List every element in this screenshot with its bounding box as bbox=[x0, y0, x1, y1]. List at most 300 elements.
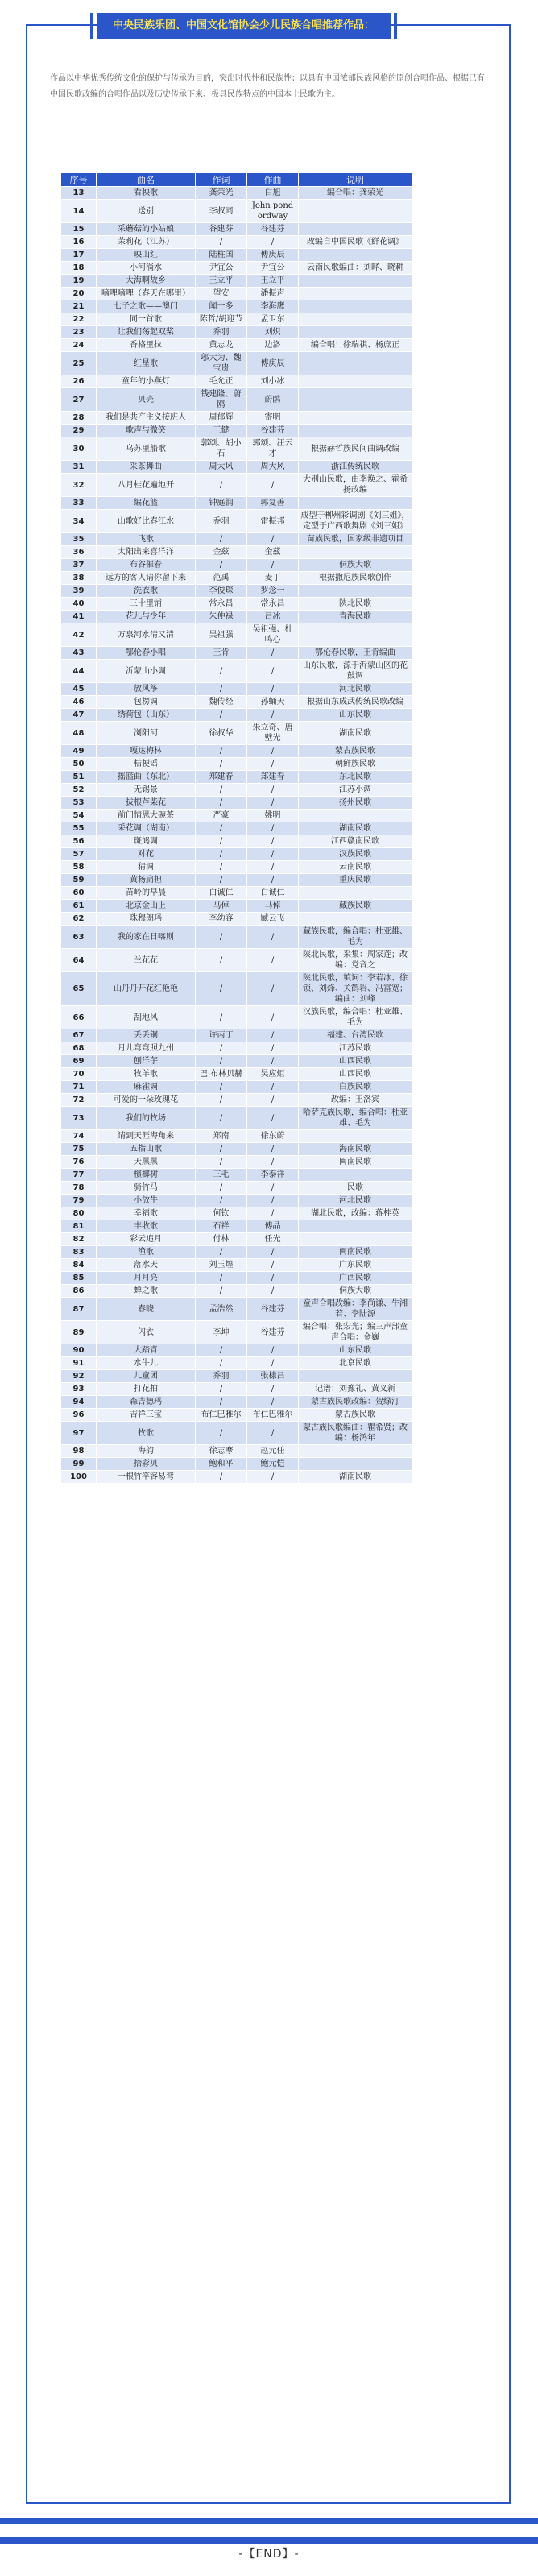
cell-index: 55 bbox=[61, 822, 97, 835]
cell-notes bbox=[299, 313, 412, 326]
cell-lyricist: / bbox=[196, 784, 247, 797]
table-row bbox=[61, 559, 412, 572]
cell-lyricist: 毛允正 bbox=[196, 375, 247, 388]
table-row bbox=[61, 1220, 412, 1233]
cell-title: 我们是共产主义接班人 bbox=[97, 412, 196, 425]
cell-lyricist: 朱仲禄 bbox=[196, 611, 247, 623]
cell-composer: 吴应炬 bbox=[247, 1068, 299, 1081]
table-row bbox=[61, 1233, 412, 1246]
cell-index: 39 bbox=[61, 585, 97, 598]
cell-title: 海韵 bbox=[97, 1445, 196, 1458]
table-row bbox=[61, 1321, 412, 1344]
table-row bbox=[61, 874, 412, 887]
table-row bbox=[61, 887, 412, 900]
cell-index: 100 bbox=[61, 1471, 97, 1484]
cell-composer: / bbox=[247, 972, 299, 1006]
cell-title: 嘎达梅林 bbox=[97, 745, 196, 758]
cell-composer: / bbox=[247, 1471, 299, 1484]
cell-lyricist: 谷建芬 bbox=[196, 223, 247, 236]
cell-notes bbox=[299, 913, 412, 926]
table-row bbox=[61, 1445, 412, 1458]
cell-notes bbox=[299, 810, 412, 822]
cell-title: 布谷催春 bbox=[97, 559, 196, 572]
table-row bbox=[61, 461, 412, 474]
table-row bbox=[61, 972, 412, 1006]
cell-composer: / bbox=[247, 1042, 299, 1055]
cell-title: 浏阳河 bbox=[97, 722, 196, 745]
cell-lyricist: / bbox=[196, 1396, 247, 1409]
cell-index: 89 bbox=[61, 1321, 97, 1344]
cell-notes bbox=[299, 1233, 412, 1246]
table-row bbox=[61, 339, 412, 352]
cell-title: 八月桂花遍地开 bbox=[97, 474, 196, 497]
header-lyricist: 作词 bbox=[196, 173, 247, 187]
cell-title: 红星歌 bbox=[97, 352, 196, 375]
cell-title: 春晓 bbox=[97, 1298, 196, 1321]
cell-composer: / bbox=[247, 709, 299, 722]
cell-index: 64 bbox=[61, 949, 97, 972]
cell-lyricist: / bbox=[196, 972, 247, 1006]
table-row bbox=[61, 835, 412, 848]
table-row bbox=[61, 1006, 412, 1029]
cell-title: 刮地风 bbox=[97, 1006, 196, 1029]
cell-composer: / bbox=[247, 1055, 299, 1068]
cell-notes: 藏族民歌，编合唱：杜亚雄、毛为 bbox=[299, 926, 412, 949]
cell-lyricist: / bbox=[196, 1107, 247, 1130]
cell-title: 猜调 bbox=[97, 861, 196, 874]
cell-title: 对花 bbox=[97, 848, 196, 861]
cell-composer: 傅庚辰 bbox=[247, 352, 299, 375]
cell-notes bbox=[299, 352, 412, 375]
cell-composer: / bbox=[247, 949, 299, 972]
cell-notes bbox=[299, 1458, 412, 1471]
cell-composer: 傅庚辰 bbox=[247, 249, 299, 262]
cell-lyricist: / bbox=[196, 533, 247, 546]
cell-index: 90 bbox=[61, 1344, 97, 1357]
cell-title: 绣荷包（山东） bbox=[97, 709, 196, 722]
cell-lyricist: 钟庭润 bbox=[196, 497, 247, 510]
cell-notes: 扬州民歌 bbox=[299, 797, 412, 810]
cell-index: 93 bbox=[61, 1383, 97, 1396]
cell-index: 23 bbox=[61, 326, 97, 339]
cell-notes: 湖北民歌，改编：蒋桂英 bbox=[299, 1207, 412, 1220]
cell-index: 30 bbox=[61, 437, 97, 461]
cell-composer: 赵元任 bbox=[247, 1445, 299, 1458]
cell-composer: 罗念一 bbox=[247, 585, 299, 598]
cell-composer: 潘振声 bbox=[247, 288, 299, 300]
cell-lyricist: 陆柱国 bbox=[196, 249, 247, 262]
cell-lyricist: 常永昌 bbox=[196, 598, 247, 611]
cell-title: 送别 bbox=[97, 200, 196, 223]
cell-index: 40 bbox=[61, 598, 97, 611]
song-table bbox=[60, 172, 412, 1484]
cell-title: 看秧歌 bbox=[97, 187, 196, 200]
cell-composer: / bbox=[247, 683, 299, 696]
cell-notes: 哈萨克族民歌，编合唱：杜亚雄、毛为 bbox=[299, 1107, 412, 1130]
cell-composer: 刘小冰 bbox=[247, 375, 299, 388]
table-row bbox=[61, 810, 412, 822]
cell-title: 三十里铺 bbox=[97, 598, 196, 611]
cell-composer: 白诚仁 bbox=[247, 887, 299, 900]
cell-lyricist: / bbox=[196, 236, 247, 249]
cell-title: 桔梗谣 bbox=[97, 758, 196, 771]
cell-title: 骑竹马 bbox=[97, 1182, 196, 1195]
cell-title: 我们的牧场 bbox=[97, 1107, 196, 1130]
cell-notes bbox=[299, 412, 412, 425]
cell-index: 74 bbox=[61, 1130, 97, 1143]
cell-lyricist: / bbox=[196, 1006, 247, 1029]
cell-composer: 鲍元恺 bbox=[247, 1458, 299, 1471]
cell-index: 16 bbox=[61, 236, 97, 249]
table-row bbox=[61, 572, 412, 585]
cell-index: 31 bbox=[61, 461, 97, 474]
cell-notes: 北京民歌 bbox=[299, 1357, 412, 1370]
cell-composer: 周大风 bbox=[247, 461, 299, 474]
table-row bbox=[61, 1458, 412, 1471]
cell-notes: 山东民歌 bbox=[299, 709, 412, 722]
table-row bbox=[61, 1107, 412, 1130]
cell-lyricist: 徐叔华 bbox=[196, 722, 247, 745]
table-row bbox=[61, 611, 412, 623]
table-row bbox=[61, 722, 412, 745]
cell-notes bbox=[299, 375, 412, 388]
cell-notes bbox=[299, 275, 412, 288]
table-row bbox=[61, 1143, 412, 1156]
cell-title: 丢丢铜 bbox=[97, 1029, 196, 1042]
cell-notes: 江西赣南民歌 bbox=[299, 835, 412, 848]
cell-lyricist: 王立平 bbox=[196, 275, 247, 288]
cell-notes: 陕北民歌 bbox=[299, 598, 412, 611]
cell-composer: 郭复善 bbox=[247, 497, 299, 510]
cell-lyricist: / bbox=[196, 559, 247, 572]
cell-lyricist: / bbox=[196, 822, 247, 835]
cell-lyricist: 闻一多 bbox=[196, 300, 247, 313]
cell-lyricist: / bbox=[196, 683, 247, 696]
cell-title: 歌声与微笑 bbox=[97, 425, 196, 437]
cell-title: 前门情思大碗茶 bbox=[97, 810, 196, 822]
cell-notes: 根据山东成武传统民歌改编 bbox=[299, 696, 412, 709]
cell-title: 蝉之歌 bbox=[97, 1285, 196, 1298]
table-row bbox=[61, 1195, 412, 1207]
cell-composer: / bbox=[247, 1357, 299, 1370]
table-row bbox=[61, 1396, 412, 1409]
table-row bbox=[61, 1259, 412, 1272]
cell-lyricist: 王肯 bbox=[196, 647, 247, 660]
cell-index: 33 bbox=[61, 497, 97, 510]
cell-index: 27 bbox=[61, 388, 97, 412]
cell-title: 麻雀调 bbox=[97, 1081, 196, 1094]
cell-notes: 山西民歌 bbox=[299, 1068, 412, 1081]
cell-notes: 编合唱：龚荣光 bbox=[299, 187, 412, 200]
table-row bbox=[61, 1042, 412, 1055]
cell-composer: / bbox=[247, 1156, 299, 1169]
cell-index: 70 bbox=[61, 1068, 97, 1081]
cell-title: 五指山歌 bbox=[97, 1143, 196, 1156]
cell-title: 同一首歌 bbox=[97, 313, 196, 326]
cell-lyricist: 乔羽 bbox=[196, 326, 247, 339]
cell-title: 丰收歌 bbox=[97, 1220, 196, 1233]
cell-lyricist: 马倬 bbox=[196, 900, 247, 913]
cell-composer: 谷建芬 bbox=[247, 223, 299, 236]
cell-title: 水牛儿 bbox=[97, 1357, 196, 1370]
cell-notes: 蒙古族民歌编曲：瞿希贤；改编：杨鸿年 bbox=[299, 1422, 412, 1445]
cell-lyricist: / bbox=[196, 474, 247, 497]
table-row bbox=[61, 262, 412, 275]
cell-index: 50 bbox=[61, 758, 97, 771]
table-row bbox=[61, 1357, 412, 1370]
cell-notes: 鄂伦春民歌，王肯编曲 bbox=[299, 647, 412, 660]
cell-composer: / bbox=[247, 1143, 299, 1156]
cell-title: 兰花花 bbox=[97, 949, 196, 972]
cell-lyricist: / bbox=[196, 1094, 247, 1107]
cell-title: 森吉德玛 bbox=[97, 1396, 196, 1409]
cell-lyricist: 周郁辉 bbox=[196, 412, 247, 425]
cell-notes: 苗族民歌，国家级非遗项目 bbox=[299, 533, 412, 546]
cell-title: 贝壳 bbox=[97, 388, 196, 412]
cell-index: 94 bbox=[61, 1396, 97, 1409]
cell-composer: 谷建芬 bbox=[247, 425, 299, 437]
cell-composer: 李泰祥 bbox=[247, 1169, 299, 1182]
cell-lyricist: 乔羽 bbox=[196, 1370, 247, 1383]
cell-notes: 湖南民歌 bbox=[299, 722, 412, 745]
cell-index: 82 bbox=[61, 1233, 97, 1246]
cell-composer: / bbox=[247, 1006, 299, 1029]
cell-notes bbox=[299, 223, 412, 236]
cell-lyricist: 黄志龙 bbox=[196, 339, 247, 352]
cell-title: 太阳出来喜洋洋 bbox=[97, 546, 196, 559]
cell-notes bbox=[299, 585, 412, 598]
cell-title: 让我们荡起双桨 bbox=[97, 326, 196, 339]
table-row bbox=[61, 388, 412, 412]
cell-title: 渔歌 bbox=[97, 1246, 196, 1259]
cell-title: 放风筝 bbox=[97, 683, 196, 696]
cell-composer: 徐东蔚 bbox=[247, 1130, 299, 1143]
cell-title: 牧羊歌 bbox=[97, 1068, 196, 1081]
cell-composer: / bbox=[247, 758, 299, 771]
cell-notes: 根据赫哲族民间曲调改编 bbox=[299, 437, 412, 461]
cell-index: 61 bbox=[61, 900, 97, 913]
cell-notes: 海南民歌 bbox=[299, 1143, 412, 1156]
cell-index: 68 bbox=[61, 1042, 97, 1055]
cell-notes: 根据撒尼族民歌创作 bbox=[299, 572, 412, 585]
cell-index: 91 bbox=[61, 1357, 97, 1370]
cell-index: 18 bbox=[61, 262, 97, 275]
cell-composer: John pond ordway bbox=[247, 200, 299, 223]
cell-notes bbox=[299, 200, 412, 223]
table-row bbox=[61, 797, 412, 810]
cell-composer: 边洛 bbox=[247, 339, 299, 352]
cell-notes: 陕北民歌，采集：周家莲；改编：党音之 bbox=[299, 949, 412, 972]
table-row bbox=[61, 1370, 412, 1383]
cell-lyricist: 吴祖强 bbox=[196, 623, 247, 647]
cell-composer: 吕冰 bbox=[247, 611, 299, 623]
table-row bbox=[61, 1130, 412, 1143]
cell-notes: 湖南民歌 bbox=[299, 1471, 412, 1484]
cell-title: 请到天涯海角来 bbox=[97, 1130, 196, 1143]
cell-index: 25 bbox=[61, 352, 97, 375]
cell-index: 36 bbox=[61, 546, 97, 559]
cell-lyricist: 李幼容 bbox=[196, 913, 247, 926]
table-row bbox=[61, 288, 412, 300]
cell-index: 45 bbox=[61, 683, 97, 696]
table-row bbox=[61, 1169, 412, 1182]
cell-index: 41 bbox=[61, 611, 97, 623]
cell-lyricist: / bbox=[196, 660, 247, 683]
header-index: 序号 bbox=[61, 173, 97, 187]
cell-index: 15 bbox=[61, 223, 97, 236]
cell-index: 29 bbox=[61, 425, 97, 437]
table-row bbox=[61, 326, 412, 339]
cell-composer: / bbox=[247, 784, 299, 797]
cell-notes: 侗族大歌 bbox=[299, 1285, 412, 1298]
cell-title: 天黑黑 bbox=[97, 1156, 196, 1169]
cell-title: 香格里拉 bbox=[97, 339, 196, 352]
song-table-wrapper bbox=[60, 172, 412, 1484]
cell-index: 35 bbox=[61, 533, 97, 546]
cell-notes: 江苏小调 bbox=[299, 784, 412, 797]
cell-index: 21 bbox=[61, 300, 97, 313]
cell-notes: 青海民歌 bbox=[299, 611, 412, 623]
table-row bbox=[61, 1068, 412, 1081]
cell-lyricist: / bbox=[196, 1042, 247, 1055]
cell-lyricist: / bbox=[196, 835, 247, 848]
cell-lyricist: 郭颂、胡小石 bbox=[196, 437, 247, 461]
cell-title: 小放牛 bbox=[97, 1195, 196, 1207]
cell-lyricist: / bbox=[196, 1246, 247, 1259]
cell-notes: 山东民歌 bbox=[299, 1344, 412, 1357]
cell-lyricist: 何钦 bbox=[196, 1207, 247, 1220]
cell-notes bbox=[299, 388, 412, 412]
cell-composer: 雷振邦 bbox=[247, 510, 299, 533]
cell-index: 32 bbox=[61, 474, 97, 497]
cell-lyricist: 望安 bbox=[196, 288, 247, 300]
cell-title: 摇篮曲（东北） bbox=[97, 771, 196, 784]
cell-composer: / bbox=[247, 1422, 299, 1445]
table-row bbox=[61, 585, 412, 598]
cell-lyricist: / bbox=[196, 1156, 247, 1169]
cell-notes: 云南民歌编曲：刘晔、晓耕 bbox=[299, 262, 412, 275]
cell-notes: 闽南民歌 bbox=[299, 1156, 412, 1169]
cell-title: 茉莉花（江苏） bbox=[97, 236, 196, 249]
cell-index: 73 bbox=[61, 1107, 97, 1130]
cell-index: 72 bbox=[61, 1094, 97, 1107]
cell-composer: 白旭 bbox=[247, 187, 299, 200]
cell-lyricist: / bbox=[196, 926, 247, 949]
cell-title: 月月亮 bbox=[97, 1272, 196, 1285]
table-row bbox=[61, 848, 412, 861]
cell-composer: 蔚鸥 bbox=[247, 388, 299, 412]
table-row bbox=[61, 660, 412, 683]
cell-notes bbox=[299, 1220, 412, 1233]
table-row bbox=[61, 696, 412, 709]
table-row bbox=[61, 1383, 412, 1396]
table-row bbox=[61, 709, 412, 722]
cell-composer: / bbox=[247, 647, 299, 660]
cell-title: 采蘑菇的小姑娘 bbox=[97, 223, 196, 236]
cell-notes: 汉族民歌，编合唱：杜亚雄、毛为 bbox=[299, 1006, 412, 1029]
cell-notes: 民歌 bbox=[299, 1182, 412, 1195]
cell-composer: 李海鹰 bbox=[247, 300, 299, 313]
table-row bbox=[61, 1246, 412, 1259]
cell-title: 吉祥三宝 bbox=[97, 1409, 196, 1422]
table-row bbox=[61, 1156, 412, 1169]
cell-notes: 山东民歌，源于沂蒙山区的花鼓调 bbox=[299, 660, 412, 683]
cell-lyricist: 鲍和平 bbox=[196, 1458, 247, 1471]
cell-notes: 浙江传统民歌 bbox=[299, 461, 412, 474]
cell-index: 54 bbox=[61, 810, 97, 822]
table-row bbox=[61, 474, 412, 497]
cell-composer: / bbox=[247, 822, 299, 835]
cell-lyricist: / bbox=[196, 1383, 247, 1396]
cell-notes: 记谱：刘豫礼、黄义新 bbox=[299, 1383, 412, 1396]
table-row bbox=[61, 1182, 412, 1195]
table-row bbox=[61, 1285, 412, 1298]
cell-composer: 臧云飞 bbox=[247, 913, 299, 926]
table-row bbox=[61, 510, 412, 533]
footer-bar-top bbox=[0, 2518, 538, 2524]
cell-composer: / bbox=[247, 1207, 299, 1220]
table-row bbox=[61, 375, 412, 388]
cell-notes bbox=[299, 300, 412, 313]
cell-notes: 童声合唱改编：李尚谦、牛湘若、李陆源 bbox=[299, 1298, 412, 1321]
cell-title: 牧歌 bbox=[97, 1422, 196, 1445]
table-row bbox=[61, 1055, 412, 1068]
cell-lyricist: / bbox=[196, 1195, 247, 1207]
cell-index: 37 bbox=[61, 559, 97, 572]
table-row bbox=[61, 949, 412, 972]
cell-index: 20 bbox=[61, 288, 97, 300]
cell-composer: / bbox=[247, 835, 299, 848]
cell-composer: 张棣昌 bbox=[247, 1370, 299, 1383]
cell-composer: / bbox=[247, 1107, 299, 1130]
cell-index: 96 bbox=[61, 1409, 97, 1422]
cell-index: 44 bbox=[61, 660, 97, 683]
cell-composer: 孟卫东 bbox=[247, 313, 299, 326]
cell-index: 71 bbox=[61, 1081, 97, 1094]
table-row bbox=[61, 313, 412, 326]
cell-index: 24 bbox=[61, 339, 97, 352]
table-row bbox=[61, 1029, 412, 1042]
cell-lyricist: 乔羽 bbox=[196, 510, 247, 533]
table-row bbox=[61, 598, 412, 611]
cell-composer: / bbox=[247, 861, 299, 874]
table-row bbox=[61, 187, 412, 200]
table-row bbox=[61, 497, 412, 510]
cell-lyricist: / bbox=[196, 745, 247, 758]
cell-index: 26 bbox=[61, 375, 97, 388]
cell-title: 洗衣歌 bbox=[97, 585, 196, 598]
cell-index: 14 bbox=[61, 200, 97, 223]
cell-index: 49 bbox=[61, 745, 97, 758]
cell-notes: 山西民歌 bbox=[299, 1055, 412, 1068]
cell-lyricist: 范禹 bbox=[196, 572, 247, 585]
cell-index: 99 bbox=[61, 1458, 97, 1471]
cell-notes: 广西民歌 bbox=[299, 1272, 412, 1285]
cell-lyricist: / bbox=[196, 949, 247, 972]
cell-lyricist: 严豪 bbox=[196, 810, 247, 822]
cell-title: 山丹丹开花红艳艳 bbox=[97, 972, 196, 1006]
cell-title: 北京金山上 bbox=[97, 900, 196, 913]
cell-index: 53 bbox=[61, 797, 97, 810]
cell-composer: / bbox=[247, 926, 299, 949]
cell-lyricist: / bbox=[196, 1344, 247, 1357]
cell-title: 打花拍 bbox=[97, 1383, 196, 1396]
cell-notes: 白族民歌 bbox=[299, 1081, 412, 1094]
cell-notes bbox=[299, 1130, 412, 1143]
cell-composer: / bbox=[247, 1081, 299, 1094]
cell-title: 飞歌 bbox=[97, 533, 196, 546]
cell-title: 沂蒙山小调 bbox=[97, 660, 196, 683]
